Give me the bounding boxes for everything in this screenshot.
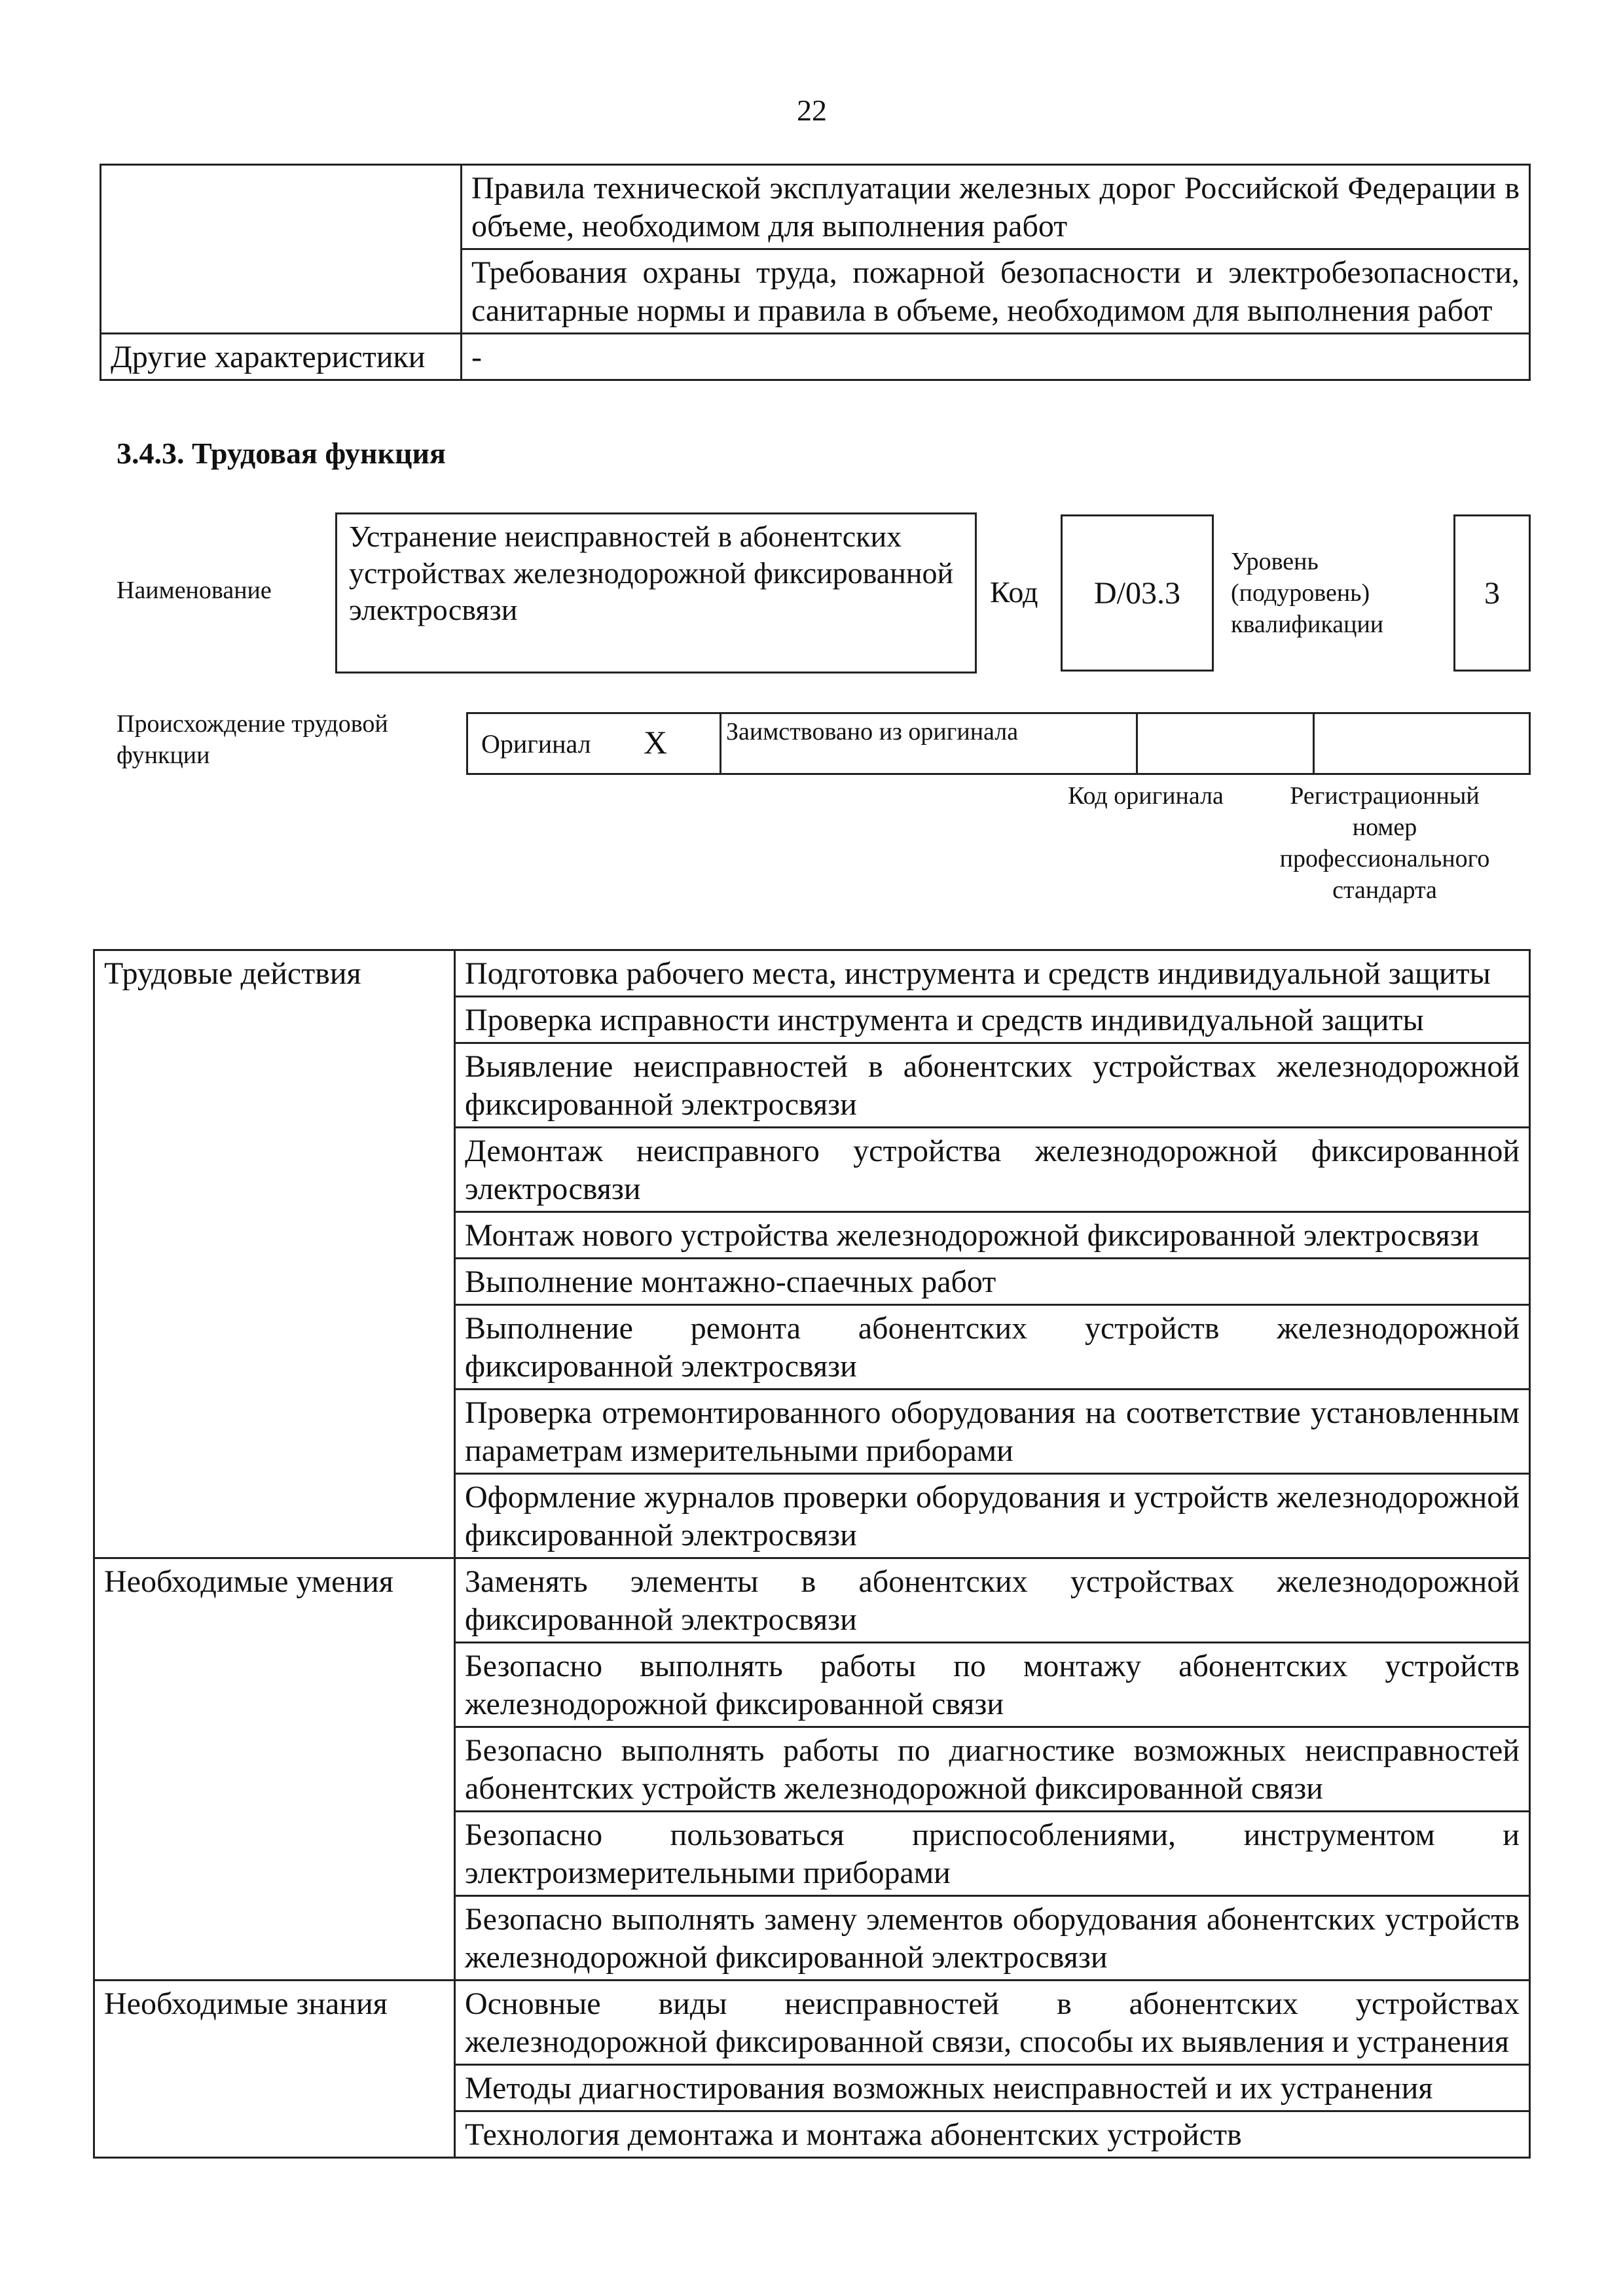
original-code-cell [1136, 712, 1315, 775]
table-cell: Правила технической эксплуатации железных дорог Российской Федерации в объеме, необходимом для выполнения работ [462, 165, 1530, 249]
original-mark: X [644, 724, 668, 761]
table-row [94, 1558, 1530, 1643]
table-cell: Проверка отремонтированного оборудования на соответствие установленным параметрам измерительными приборами [455, 1390, 1530, 1474]
reg-number-caption: Регистрационный номер профессионального стандарта [1279, 782, 1490, 904]
code-label: Код [990, 575, 1038, 609]
original-cell [466, 712, 721, 775]
name-label: Наименование [117, 577, 272, 604]
table-cell: Выявление неисправностей в абонентских устройствах железнодорожной фиксированной электросвязи [455, 1043, 1530, 1128]
table-cell: Требования охраны труда, пожарной безопасности и электробезопасности, санитарные нормы и правила в объеме, необходимом для выполнения работ [462, 249, 1530, 334]
table-cell: Заменять элементы в абонентских устройствах железнодорожной фиксированной электросвязи [455, 1558, 1530, 1643]
row-label: Другие характеристики [101, 334, 462, 380]
table-row [101, 334, 1530, 380]
borrowed-label: Заимствовано из оригинала [726, 718, 1019, 745]
table-row [94, 950, 1530, 997]
table-cell: Основные виды неисправностей в абонентских устройствах железнодорожной фиксированной связи, способы их выявления и устранения [455, 1981, 1530, 2065]
table-cell: Безопасно выполнять работы по диагностике возможных неисправностей абонентских устройств железнодорожной фиксированной связи [455, 1727, 1530, 1812]
table-cell: Выполнение монтажно-спаечных работ [455, 1259, 1530, 1305]
table-cell: Демонтаж неисправного устройства железнодорожной фиксированной электросвязи [455, 1128, 1530, 1212]
table-row [101, 165, 1530, 249]
table-cell: Безопасно пользоваться приспособлениями, инструментом и электроизмерительными приборами [455, 1812, 1530, 1896]
table-cell: Выполнение ремонта абонентских устройств железнодорожной фиксированной электросвязи [455, 1305, 1530, 1390]
section-title: 3.4.3. Трудовая функция [117, 437, 446, 470]
table-cell: Безопасно выполнять работы по монтажу абонентских устройств железнодорожной фиксированной связи [455, 1643, 1530, 1727]
function-details-table [93, 949, 1531, 2159]
row-label [101, 165, 462, 334]
table-row [94, 1981, 1530, 2065]
code-box [1061, 514, 1214, 672]
origin-row [466, 712, 1531, 775]
table-cell: Технология демонтажа и монтажа абонентских устройств [455, 2111, 1530, 2158]
requirements-table [100, 164, 1531, 381]
table-cell: - [462, 334, 1530, 380]
skills-label: Необходимые умения [94, 1558, 455, 1981]
origin-label: Происхождение трудовой функции [117, 710, 388, 769]
level-value: 3 [1484, 575, 1500, 611]
original-label: Оригинал [481, 729, 591, 759]
page-number: 22 [797, 94, 827, 127]
knowledge-label: Необходимые знания [94, 1981, 455, 2158]
table-cell: Проверка исправности инструмента и средств индивидуальной защиты [455, 997, 1530, 1043]
level-label: Уровень (подуровень) квалификации [1231, 548, 1384, 638]
code-value: D/03.3 [1094, 575, 1180, 611]
table-cell: Оформление журналов проверки оборудования и устройств железнодорожной фиксированной электросвязи [455, 1474, 1530, 1558]
table-cell: Подготовка рабочего места, инструмента и средств индивидуальной защиты [455, 950, 1530, 997]
borrowed-cell [720, 712, 1139, 775]
code-original-caption: Код оригинала [1068, 782, 1224, 810]
table-cell: Методы диагностирования возможных неисправностей и их устранения [455, 2065, 1530, 2111]
function-name-box: Устранение неисправностей в абонентских устройствах железнодорожной фиксированной электросвязи [335, 512, 977, 673]
reg-number-cell [1313, 712, 1531, 775]
table-cell: Безопасно выполнять замену элементов оборудования абонентских устройств железнодорожной фиксированной электросвязи [455, 1896, 1530, 1981]
table-cell: Монтаж нового устройства железнодорожной фиксированной электросвязи [455, 1212, 1530, 1259]
actions-label: Трудовые действия [94, 950, 455, 1558]
level-box [1453, 514, 1531, 672]
